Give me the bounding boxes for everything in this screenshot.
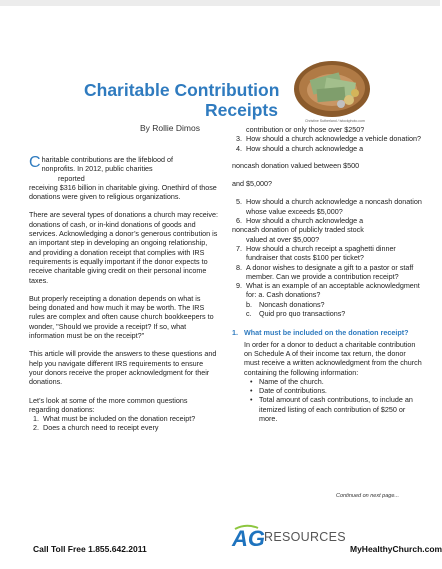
resources-wordmark: RESOURCES xyxy=(264,530,346,544)
list-item xyxy=(29,414,219,423)
sub-text: Noncash donations? xyxy=(259,299,325,309)
title-line-2: Receipts xyxy=(205,100,278,120)
list-text: How should a church acknowledge a xyxy=(246,216,364,226)
bullet-item xyxy=(250,377,422,386)
sub-letter: b. xyxy=(246,299,252,309)
sub-item xyxy=(246,300,422,309)
question-list-right-b xyxy=(232,197,422,225)
byline: By Rollie Dimos xyxy=(140,123,200,133)
list-number: 6. xyxy=(236,216,242,226)
continued-note: Continued on next page... xyxy=(336,493,399,499)
list-number: 4. xyxy=(236,143,242,153)
list-number: 7. xyxy=(236,243,242,253)
question-list-left xyxy=(29,414,219,433)
intro-line-1: haritable contributions are the lifeblood of xyxy=(41,155,174,164)
section-heading-text: What must be included on the donation receipt? xyxy=(244,328,409,338)
list-text: How should a church receipt a spaghetti dinner fundraiser that costs $100 per ticket? xyxy=(246,243,396,263)
list-text: How should a church acknowledge a xyxy=(246,143,364,153)
sub-item xyxy=(246,309,422,318)
list-item xyxy=(232,197,422,216)
list-text: A donor wishes to designate a gift to a pastor or staff member. Can we provide a contribution receipt? xyxy=(246,262,414,281)
list-number: 1. xyxy=(33,414,39,424)
logo-text: AG xyxy=(232,526,265,551)
paragraph-2: There are several types of donations a church may receive: donations of cash, or in-kind donations of goods and services. Acknowledging a donor’s generous contribution is an important step in developing an ongoing relationship, and providing a donation receipt that complies with IRS requirements is equally important if the donor expects to receive charitable giving credit on their personal income taxes. xyxy=(29,210,218,285)
section-body: In order for a donor to deduct a charitable contribution on Schedule A of their income tax return, the donor must receive a written acknowledgment from the church containing the following information: xyxy=(244,339,422,377)
q6-line-3: valued at over $5,000? xyxy=(246,234,320,244)
bullet-icon: • xyxy=(250,395,253,405)
sub-text: Quid pro quo transactions? xyxy=(259,309,346,319)
list-number: 8. xyxy=(236,262,242,272)
title-line-1: Charitable Contribution xyxy=(84,80,280,100)
list-item xyxy=(232,263,422,282)
paragraph-4: This article will provide the answers to these questions and help you navigate different IRS requirements to ensure your donors receive the proper acknowledgment for their donations. xyxy=(29,349,217,387)
question-list-right-c xyxy=(232,244,422,300)
intro-rest: receiving $316 billion in charitable giving. Onethird of those donations were given to religious organizations. xyxy=(29,182,217,202)
q4-line-2: noncash donation valued between $500 xyxy=(232,160,360,170)
question-list-right-a xyxy=(232,134,422,153)
bullet-text: Name of the church. xyxy=(259,376,324,386)
list-text: What is an example of an acceptable acknowledgment for: a. Cash donations? xyxy=(246,281,420,300)
bullet-icon: • xyxy=(250,376,253,386)
list-item xyxy=(232,216,422,225)
sub-letter: c. xyxy=(246,309,252,319)
list-item xyxy=(232,244,422,263)
right-column xyxy=(232,125,422,423)
list-item xyxy=(232,281,422,300)
list-text: How should a church acknowledge a vehicle donation? xyxy=(246,134,422,144)
list-item xyxy=(232,134,422,143)
q2-continued: contribution or only those over $250? xyxy=(246,125,365,134)
ag-logo-icon xyxy=(232,523,265,551)
bullet-item xyxy=(250,386,422,395)
top-bar xyxy=(0,0,440,6)
section-heading xyxy=(232,328,422,337)
list-number: 9. xyxy=(236,281,242,291)
paragraph-5: Let’s look at some of the more common questions regarding donations: xyxy=(29,395,188,414)
list-item xyxy=(29,423,219,432)
list-text: What must be included on the donation receipt? xyxy=(43,414,196,424)
intro-line-2: nonprofits. In 2012, public charities xyxy=(41,164,153,174)
sub-list xyxy=(232,300,422,319)
phone-number: Call Toll Free 1.855.642.2011 xyxy=(33,544,147,554)
list-item xyxy=(232,144,422,153)
drop-cap: C xyxy=(29,154,41,171)
q6-line-2: noncash donation of publicly traded stock xyxy=(232,225,364,235)
list-number: 3. xyxy=(236,134,242,144)
photo-credit: Christine Sutherland / istockphoto.com xyxy=(305,119,365,123)
website-link[interactable]: MyHealthyChurch.com xyxy=(350,544,442,554)
paragraph-3: But properly receipting a donation depends on what is being donated and how much it may be worth. The IRS rules are complex and often cause church bookkeepers to wonder, "Should we provide a receipt? If so, what information must be on the receipt?" xyxy=(29,293,214,341)
left-column xyxy=(29,155,219,433)
list-text: How should a church acknowledge a noncash donation whose value exceeds $5,000? xyxy=(246,197,422,216)
bullet-text: Date of contributions. xyxy=(259,386,327,396)
bullet-item xyxy=(250,395,422,423)
bullet-text: Total amount of cash contributions, to include an itemized listing of each contribution of $250 or more. xyxy=(259,395,413,424)
offering-plate-image xyxy=(293,58,371,120)
requirements-list xyxy=(232,377,422,423)
section-number: 1. xyxy=(232,328,238,338)
q4-line-3: and $5,000? xyxy=(232,179,272,189)
list-number: 5. xyxy=(236,197,242,207)
intro-paragraph xyxy=(29,155,219,201)
bullet-icon: • xyxy=(250,386,253,396)
list-text: Does a church need to receipt every xyxy=(43,423,159,433)
list-number: 2. xyxy=(33,423,39,433)
intro-line-3: reported xyxy=(58,173,85,183)
